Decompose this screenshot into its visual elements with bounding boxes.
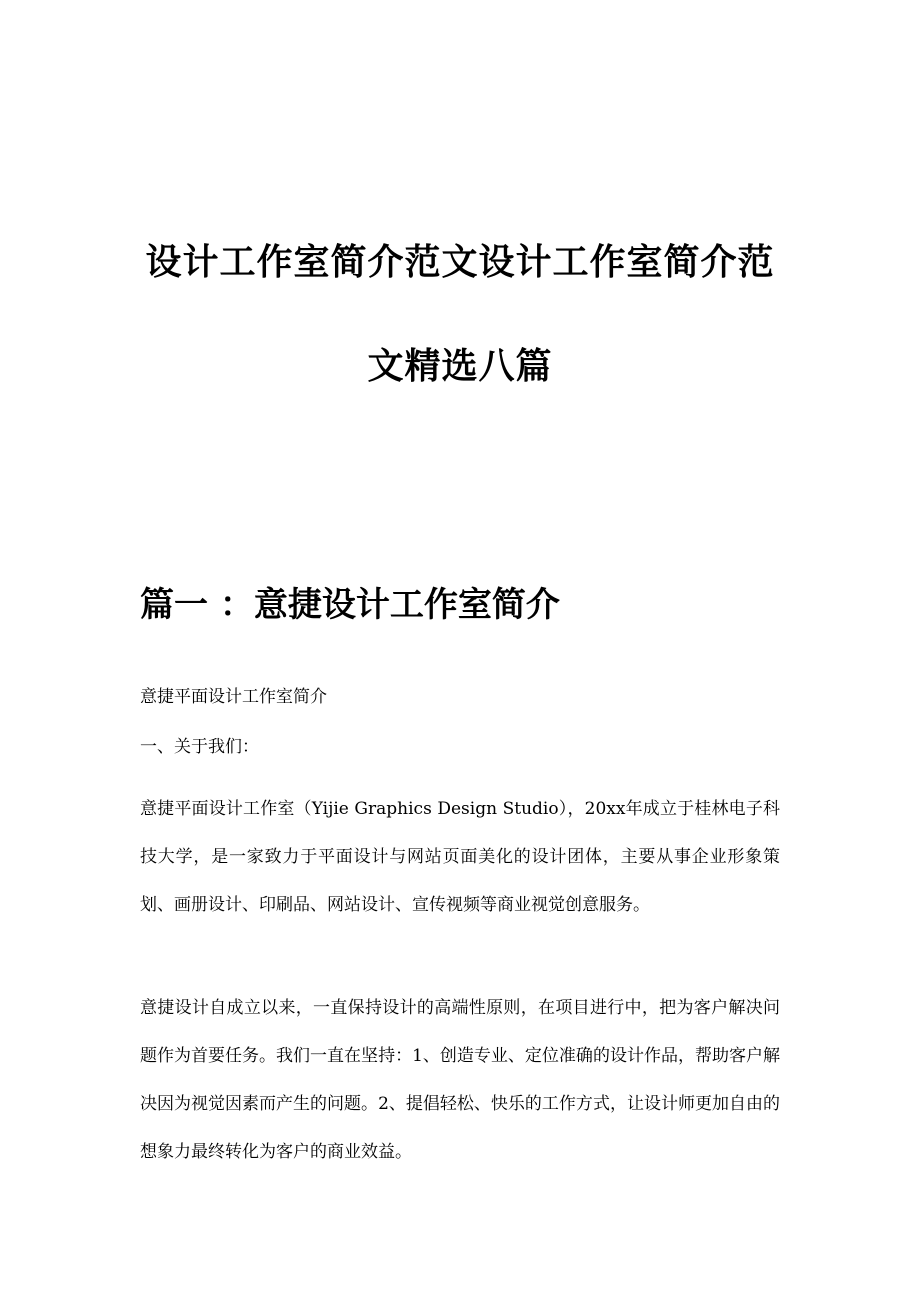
section-heading: 篇一 ：意捷设计工作室简介 (140, 585, 560, 625)
paragraph-about-us-heading: 一、关于我们： (140, 737, 259, 757)
paragraph-studio-intro-title: 意捷平面设计工作室简介 (140, 687, 327, 707)
paragraph-principles-body: 意捷设计自成立以来，一直保持设计的高端性原则，在项目进行中，把为客户解决问题作为首要任务。我们一直在坚持：1、创造专业、定位准确的设计作品，帮助客户解决因为视觉因素而产生的问题。2、提倡轻松、快乐的工作方式，让设计师更加自由的想象力最终转化为客户的商业效益。 (140, 998, 780, 1162)
paragraph-about-us-body: 意捷平面设计工作室（Yijie Graphics Design Studio），20xx年成立于桂林电子科技大学，是一家致力于平面设计与网站页面美化的设计团体，主要从事企业形象策划、画册设计、印刷品、网站设计、宣传视频等商业视觉创意服务。 (140, 799, 780, 915)
document-title: 设计工作室简介范文设计工作室简介范文精选八篇 (145, 241, 775, 387)
